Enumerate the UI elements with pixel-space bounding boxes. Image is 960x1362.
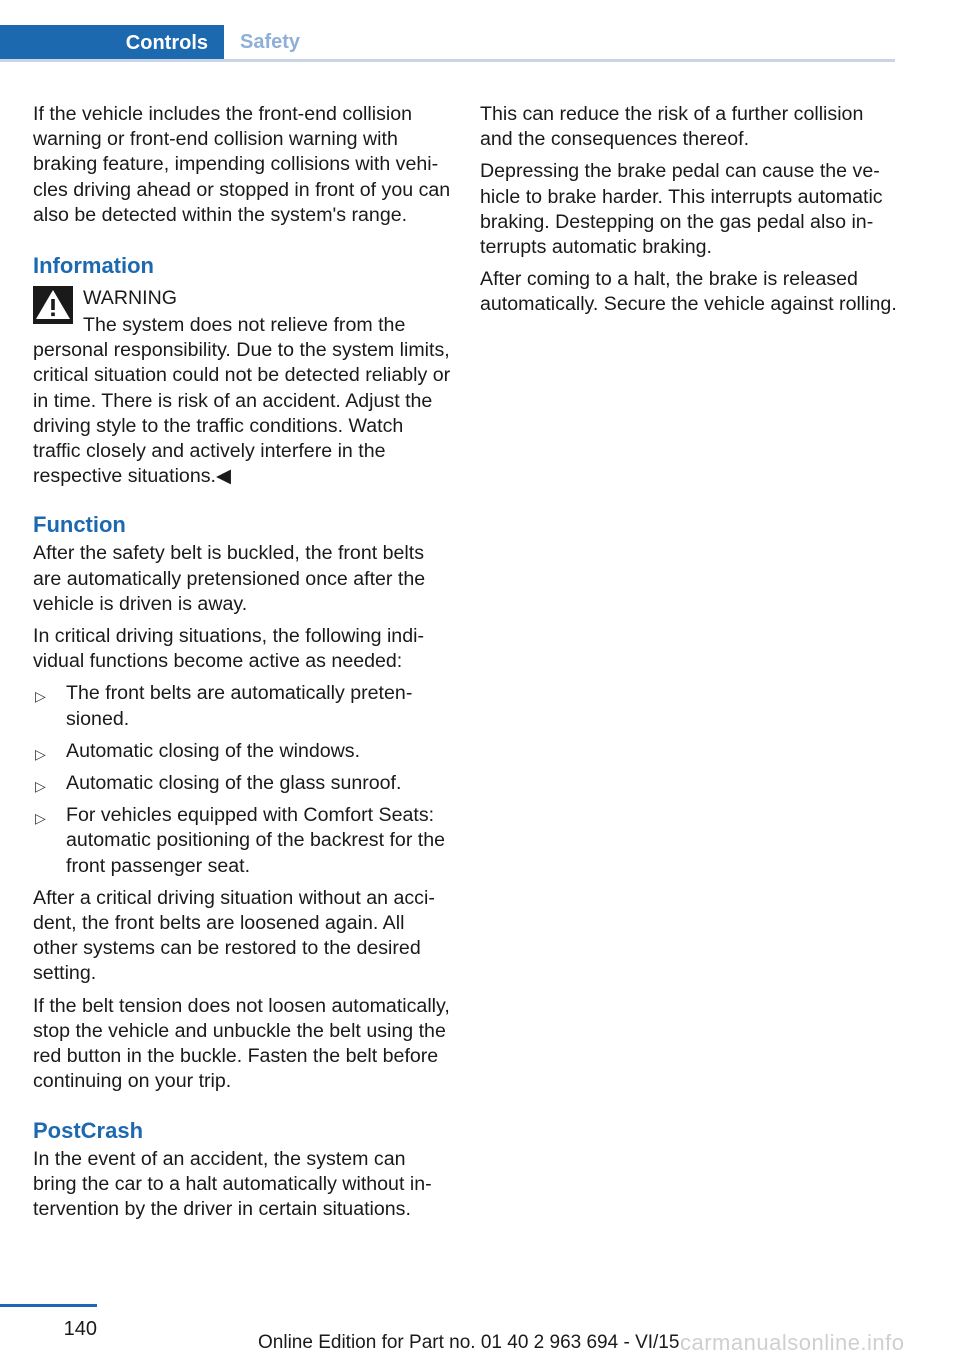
right-paragraph-3: After coming to a halt, the brake is released automatically. Secure the vehicle against rolling. [480,268,897,316]
right-paragraph-1: This can reduce the risk of a further collision and the consequences thereof. [480,103,864,151]
list-item [33,739,451,764]
tab-safety-label: Safety [240,30,301,53]
page-header [0,25,895,62]
bullet-triangle-icon: ▷ [35,745,46,762]
warning-block [33,284,451,489]
function-paragraph-2: In critical driving situations, the following individual functions become active as needed: [33,625,424,673]
left-column [33,102,451,1229]
list-item-text: Automatic closing of the glass sunroof. [66,772,402,795]
edition-text: Online Edition for Part no. 01 40 2 963 694 - VI/15 [258,1332,680,1353]
postcrash-heading: PostCrash [33,1117,144,1143]
footer-rule [0,1304,97,1307]
function-heading: Function [33,512,126,538]
tab-controls-label: Controls [125,32,208,54]
intro-paragraph: If the vehicle includes the front-end collision warning or front-end collision warning with braking feature, impending collisions with vehicles driving ahead or stopped in front of you can also be detected within the system's range. [33,103,451,226]
function-paragraph-1: After the safety belt is buckled, the front belts are automatically pretensioned once after the vehicle is driven is away. [33,542,426,615]
list-item-text: For vehicles equipped with Comfort Seats: automatic positioning of the backrest for the front passenger seat. [66,804,446,877]
function-list [33,681,451,878]
bullet-triangle-icon: ▷ [35,778,46,795]
page-number: 140 [63,1318,97,1340]
list-item-text: The front belts are automatically pretensioned. [66,682,413,730]
warning-text: The system does not relieve from the personal responsibility. Due to the system limits, critical situation could not be detected reliably or in time. There is risk of an accident. Adjust the driving style to the traffic conditions. Watch traffic closely and actively interfere in the respective situations.◀ [33,314,451,488]
list-item [33,803,451,879]
bullet-triangle-icon: ▷ [35,688,46,705]
list-item-text: Automatic closing of the windows. [66,739,361,762]
postcrash-paragraph-1: In the event of an accident, the system can bring the car to a halt automatically without intervention by the driver in certain situations. [33,1147,432,1220]
header-rule [0,59,895,62]
right-column [480,102,900,325]
function-paragraph-4: If the belt tension does not loosen automatically, stop the vehicle and unbuckle the belt using the red button in the buckle. Fasten the belt before continuing on your trip. [33,994,450,1093]
warning-title: WARNING [83,287,177,310]
list-item [33,771,451,796]
tab-safety[interactable] [224,25,300,59]
information-heading: Information [33,253,154,279]
tab-controls[interactable] [0,25,224,62]
watermark: carmanualsonline.info [680,1330,905,1355]
warning-triangle-icon [33,286,73,324]
function-paragraph-3: After a critical driving situation without an accident, the front belts are loosened again. All other systems can be restored to the desired setting. [33,886,435,985]
bullet-triangle-icon: ▷ [35,810,46,827]
list-item [33,681,451,731]
right-paragraph-2: Depressing the brake pedal can cause the vehicle to brake harder. This interrupts automatic braking. Destepping on the gas pedal also interrupts automatic braking. [480,160,883,259]
